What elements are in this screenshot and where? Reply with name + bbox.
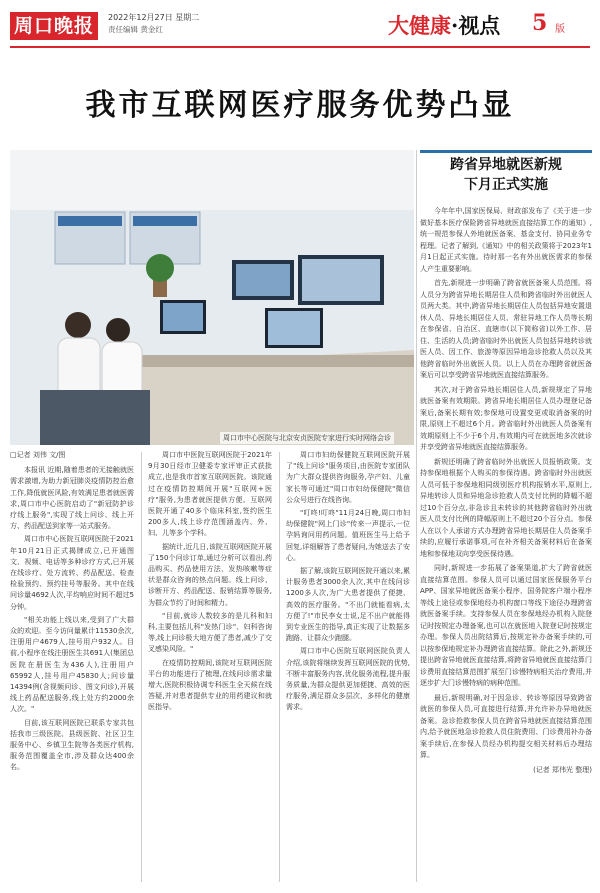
sidebar-body (420, 206, 592, 779)
section-title-a: 大健康 (388, 13, 451, 38)
page-number: 5 (532, 10, 548, 36)
section-title-dot: · (451, 13, 459, 38)
article-paragraph: 据统计,近几日,该院互联网医院开展了150个问诊订单,通过分析可以看出,药品购买、药品使用方法、发热咳嗽等症状是群众咨询的热点问题。线上问诊、诊断开方、药品配送、报销结算等服务,为群众节约了时间和精力。 (148, 542, 272, 607)
article-paragraph: 周口市中医院互联网医院于2021年9月30日经市卫健委专家评审正式获批成立,也是我市首家互联网医院。该院通过在疫情防控期间开展"互联网+医疗"服务,为患者就医提供方便。互联网医院开通了40多个临床科室,签约医生200多人,线上诊疗范围涵盖内、外、妇、儿等多个学科。 (148, 451, 272, 538)
sidebar-title-line1: 跨省异地就医新规 (450, 157, 562, 173)
article-paragraph: "目前,就诊人数较多的是儿科和妇科,主要包括儿科"发热门诊"、妇科咨询等,线上问诊极大地方便了患者,减少了交叉感染风险。" (148, 611, 272, 654)
column-divider (141, 452, 142, 882)
masthead-logo: 周口晚报 (10, 12, 98, 40)
header-rule (10, 46, 590, 48)
photo-illustration (10, 150, 414, 445)
article-paragraph: 本报讯 近期,随着患者的无接触就医需求激增,为助力新冠肺炎疫情防控治愈工作,降低就医风险,有效满足患者就医需求,周口市中心医院启动了"新冠防护诊疗线上服务",实现了线上问诊、线上开方、药品配送到家等一站式服务。 (10, 466, 134, 531)
editor-credit: 责任编辑 黄金红 (108, 25, 163, 34)
article-paragraph: 周口市妇幼保健院互联网医院开展了"线上问诊"服务项目,由医院专家团队为广大群众提供咨询服务,孕产妇、儿童家长等可通过"周口市妇幼保健院"微信公众号进行在线咨询。 (286, 451, 410, 504)
article-paragraph: 周口市中心医院互联网医院负责人介绍,该院将继续发挥互联网医院的优势,不断丰富服务内容,优化服务流程,提升服务质量,为群众提供更加便捷、高效的医疗服务,满足群众多层次、多样化的健康需求。 (286, 647, 410, 712)
article-paragraph: 在疫情防控期间,该院对互联网医院平台的功能进行了梳理,在线问诊需求量增大,医院积极协调专科医生全天候在线答疑,并对患者提供专业的用药建议和就医指导。 (148, 658, 272, 712)
sidebar-title (420, 155, 592, 195)
sidebar-paragraph: 最后,新规明确,对于因急诊、转诊等原因导致跨省就医的参保人员,可直接进行结算,并允许补办异地就医备案。急诊抢救参保人员在跨省异地就医直接结算范围内,给予就医地急诊抢救人员住院费用、门诊费用补办备案手续后,在参保人员经办机构提交相关材料后办理结算。 (420, 693, 592, 759)
sidebar-divider (416, 150, 417, 882)
sidebar-paragraph: 其次,对于跨省异地长期居住人员,新规规定了异地就医备案有效期限。跨省异地长期居住人员办理登记备案后,备案长期有效;参保地可设置变更或取消备案的时限,原则上不超过6个月。跨省临时外出就医人员备案有效期原则上不少于6个月,有效期内可在就医地多次就诊并享受跨省异地就医直接结算服务。 (420, 385, 592, 451)
photo-caption: 周口市中心医院与北京安贞医院专家进行实时网络会诊 (220, 432, 394, 444)
main-headline: 我市互联网医疗服务优势凸显 (85, 88, 515, 123)
article-column-3 (286, 450, 410, 716)
sidebar-title-line2: 下月正式实施 (464, 177, 548, 193)
section-title-b: 视点 (458, 13, 501, 38)
sidebar-paragraph: 同时,新规进一步拓展了备案渠道,扩大了跨省就医直接结算范围。参保人员可以通过国家医保服务平台APP、国家异地就医备案小程序、国务院客户端小程序等线上途径或参保地经办机构窗口等线下途径办理跨省就医备案手续。支持参保人员在参保地经办机构入院登记时按规定办理备案,也可以在就医地入院登记时按规定办理。参保人员出院结算后,按规定补办备案手续的,可以按参保地规定补办理跨省直接结算。除此之外,新规还提出跨省异地就医直接结算,将跨省异地就医直接结算门诊费用直接结算范围扩展至门诊慢特病相关治疗费用,并逐步扩大门诊慢特病的病种范围。 (420, 564, 592, 687)
issue-date: 2022年12月27日 星期二 (108, 13, 200, 22)
sidebar-paragraph: 新规还明确了跨省临时外出就医人员报销政策。支持参保地根据个人购买的参保待遇。跨省临时外出就医人员可低于参保地相同级别医疗机构报销水平,原则上,异地转诊人员和异地急诊抢救人员支付比例的降幅不超过10个百分点,非急诊且未转诊的其他跨省临时外出就医人员支付比例的降幅原则上不超过20个百分点。参保人在以个人承诺方式办理跨省异地长期居住人员备案手续的,应履行承诺事项,可在补齐相关备案材料后在备案地和参保地双向享受医保待遇。 (420, 457, 592, 558)
article-paragraph: 据了解,该院互联网医院开通以来,累计服务患者3000余人次,其中在线问诊1200多人次,为广大患者提供了便捷、高效的医疗服务。"不出门就能看病,太方便了!"市民李女士说,足不出户就能得到专业医生的指导,真正实现了让数据多跑路、让群众少跑腿。 (286, 567, 410, 643)
article-paragraph: "相关功能上线以来,受到了广大群众的欢迎。至今访问量累计11530余次,注册用户4679人,挂号用户932人。目前,小程序在线注册医生共691人(集团总医院在册医生为436人),注册用户65992人,挂号用户45830人;问诊量14394例(含视频问诊、图文问诊),开展线上药品配送服务,线上处方约2000余人次。" (10, 615, 134, 714)
section-title (388, 10, 500, 40)
article-paragraph: 周口市中心医院互联网医院于2021年10月21日正式揭牌成立,已开通图文、视频、电话等多种诊疗方式,已开展在线诊疗、处方流转、药品配送、检查检验预约、预约挂号等服务。其中在线问诊量4692人次,平均响应时间不超过5分钟。 (10, 535, 134, 611)
article-paragraph: "叮咚!叮咚"11月24日晚,周口市妇幼保健院"网上门诊"传来一声提示,一位孕妈询问用药问题。值班医生马上给予回复,详细解答了患者疑问,为她送去了安心。 (286, 509, 410, 562)
sidebar-paragraph: 首先,新规进一步明确了跨省就医备案人员范围。将人员分为跨省异地长期居住人员和跨省临时外出就医人员两大类。其中,跨省异地长期居住人员包括异地安置退休人员、异地长期居住人员、常驻异地工作人员等长期在参保省、自治区、直辖市(以下简称省)以外工作、居住、生活的人员;跨省临时外出就医人员包括异地转诊就医人员、因工作、旅游等原因异地急诊抢救人员以及其他跨省临时外出就医人员。以上人员在办理跨省就医备案后可以享受跨省异地就医直接结算服务。 (420, 279, 592, 379)
article-paragraph: 目前,该互联网医院已联系专家共包括我市三级医院、县级医院、社区卫生服务中心、乡镇卫生院等各类医疗机构,服务范围覆盖全市,涉及群众达400余名。 (10, 718, 134, 772)
article-column-1 (10, 450, 134, 776)
article-byline: □记者 刘伟 文/图 (10, 451, 66, 459)
page-unit: 版 (555, 24, 565, 35)
news-photo (10, 150, 414, 445)
sidebar-paragraph: 今年年中,国家医保局、财政部发布了《关于进一步做好基本医疗保险跨省异地就医直接结算工作的通知》,统一规范参保人外地就医备案、基金支付、协同业务专程理。记者了解到,《通知》中的相关政策将于2023年1月1日起正式实施。待时那一名有外出就医需求的参保人产生重要影响。 (420, 207, 592, 273)
column-divider (279, 452, 280, 882)
sidebar-byline: (记者 郑伟光 整理) (533, 765, 592, 774)
article-column-2 (148, 450, 272, 716)
